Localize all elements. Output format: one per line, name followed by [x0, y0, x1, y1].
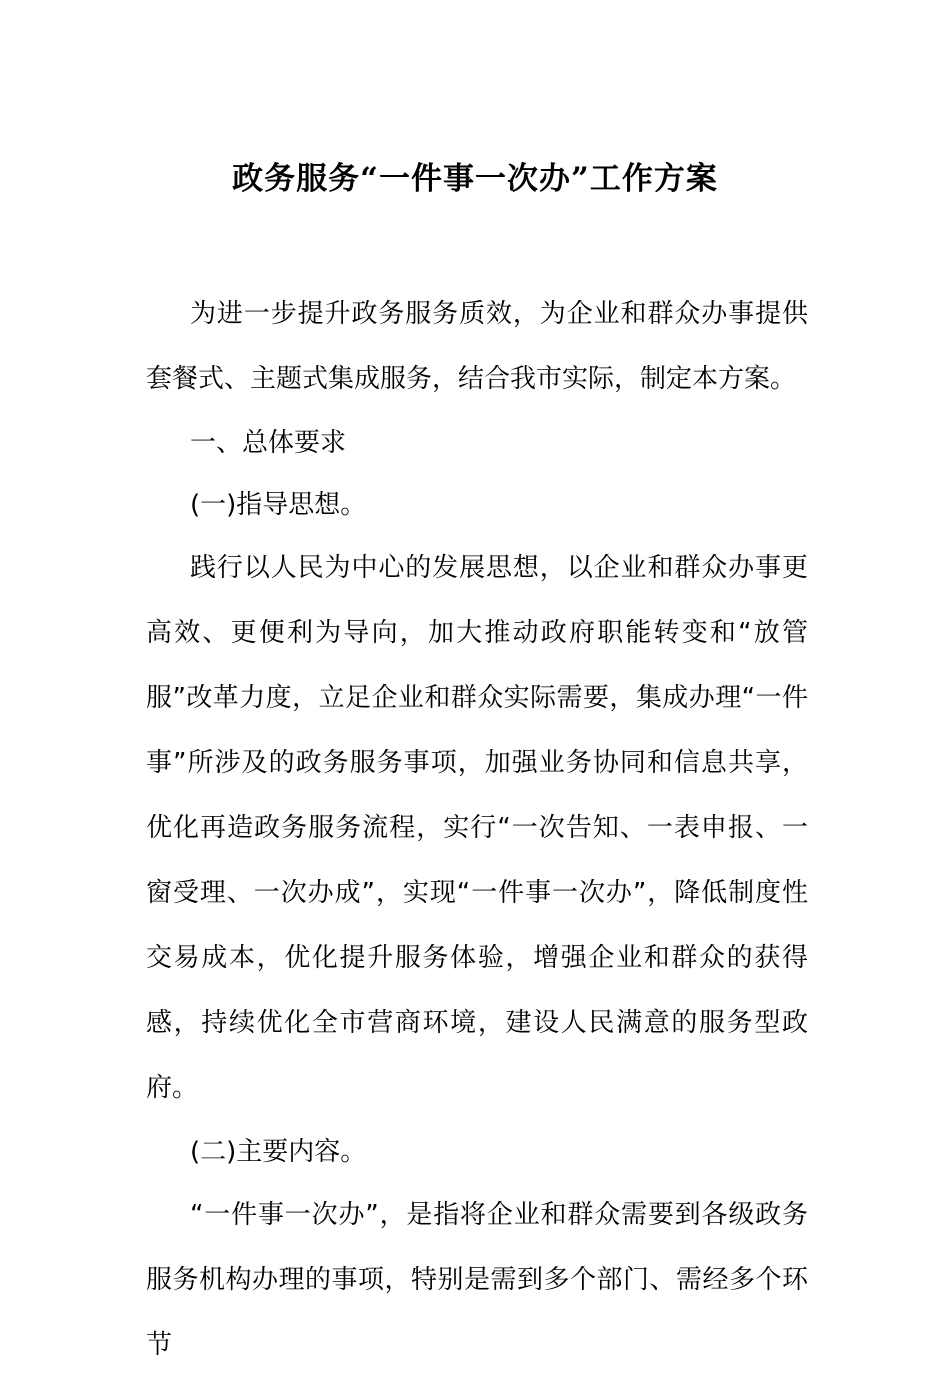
intro-paragraph: 为进一步提升政务服务质效，为企业和群众办事提供套餐式、主题式集成服务，结合我市实际，制定本方案。 [146, 299, 808, 394]
document-title: 政务服务“一件事一次办”工作方案 [232, 161, 718, 197]
main-content-paragraph: “一件事一次办”，是指将企业和群众需要到各级政务服务机构办理的事项，特别是需到多个部门、需经多个环节 [146, 1200, 808, 1360]
subsection-heading-main-content: (二)主要内容。 [190, 1137, 367, 1167]
document-body [146, 282, 808, 1378]
section-heading-general-requirements: 一、总体要求 [190, 428, 347, 458]
subsection-heading-guiding-ideology: (一)指导思想。 [190, 490, 367, 520]
guiding-ideology-paragraph: 践行以人民为中心的发展思想，以企业和群众办事更高效、更便利为导向，加大推动政府职能转变和“放管服”改革力度，立足企业和群众实际需要，集成办理“一件事”所涉及的政务服务事项，加强业务协同和信息共享，优化再造政务服务流程，实行“一次告知、一表申报、一窗受理、一次办成”，实现“一件事一次办”，降低制度性交易成本，优化提升服务体验，增强企业和群众的获得感，持续优化全市营商环境，建设人民满意的服务型政府。 [146, 553, 808, 1103]
